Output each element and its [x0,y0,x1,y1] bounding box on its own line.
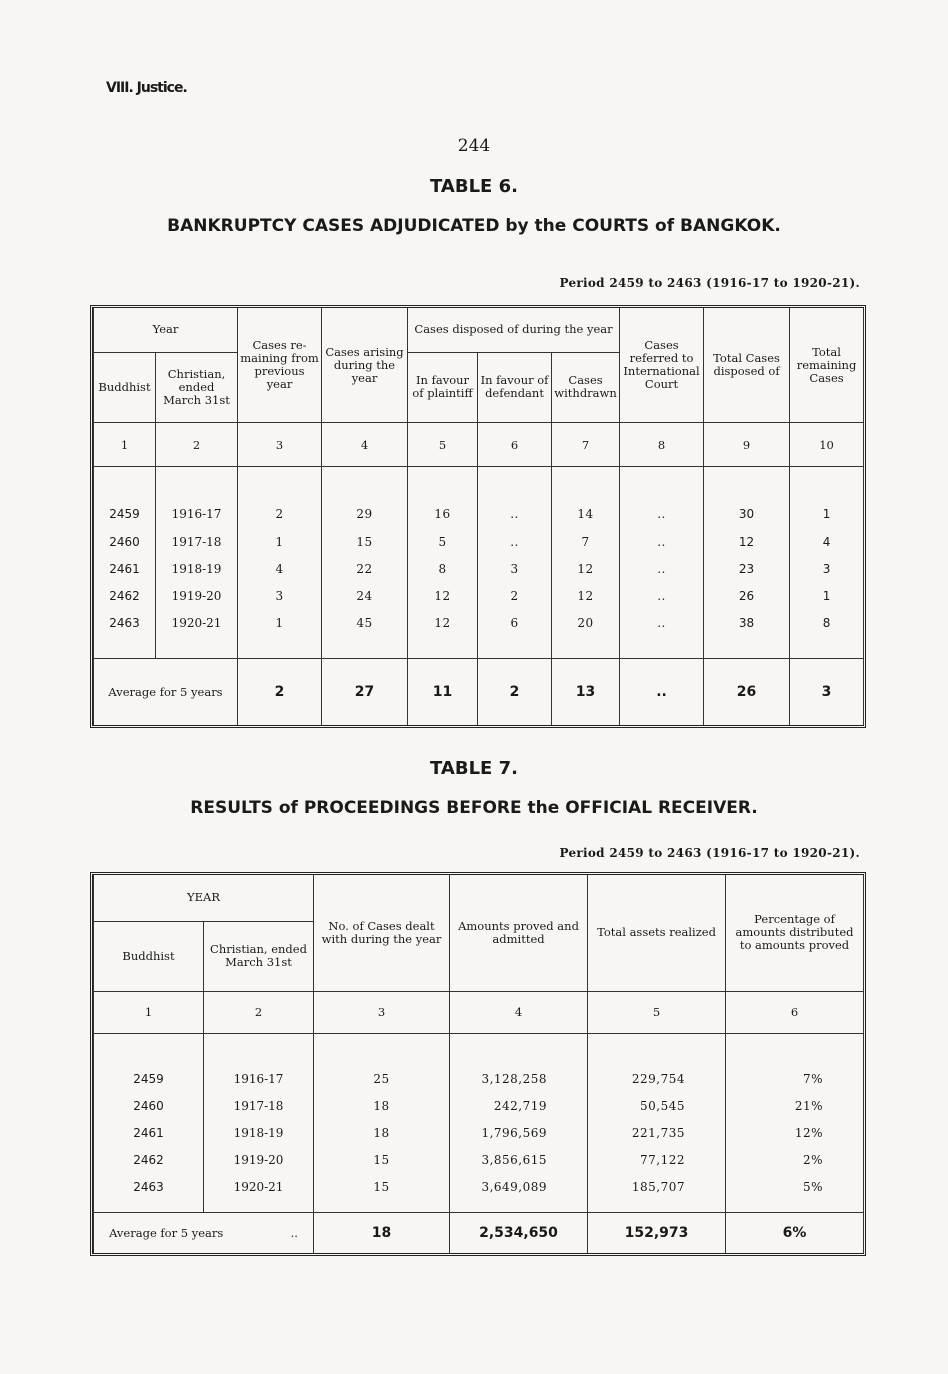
table-row [94,555,864,582]
t6-remaining: 4 [238,555,322,582]
t6-header-withdrawn: Cases withdrawn [552,352,620,422]
t7-proved: 3,128,258 [450,1065,588,1092]
t6-header-remaining-prev: Cases re-maining from previous year [238,308,322,423]
table7 [90,872,866,1256]
t7-percentage: 21% [726,1093,864,1120]
t6-avg-total-disposed: 26 [704,659,790,725]
table-row [94,1065,864,1092]
t7-realized: 185,707 [588,1174,726,1201]
t6-header-defendant: In favour of defendant [478,352,552,422]
t6-header-year: Year [94,308,238,352]
t7-buddhist: 2459 [94,1065,204,1092]
t6-header-christian: Christian, ended March 31st [156,352,238,422]
t7-header-buddhist: Buddhist [94,921,204,991]
t7-header-percentage: Percentage of amounts distributed to amounts proved [726,875,864,991]
t6-withdrawn: 12 [552,555,620,582]
t6-colnum: 10 [790,423,864,467]
t6-remaining: 3 [238,582,322,609]
t7-header-assets-realized: Total assets realized [588,875,726,991]
t6-withdrawn: 12 [552,582,620,609]
table-row [94,609,864,636]
t6-colnum: 1 [94,423,156,467]
table-row [94,528,864,555]
t6-plaintiff: 12 [408,609,478,636]
t6-colnum: 7 [552,423,620,467]
t6-referred: .. [620,555,704,582]
t6-total-disposed: 26 [704,582,790,609]
t6-colnum: 8 [620,423,704,467]
t7-christian: 1917-18 [204,1093,314,1120]
table-row [94,582,864,609]
t6-referred: .. [620,501,704,528]
t7-cases: 18 [314,1120,450,1147]
t6-remaining: 2 [238,501,322,528]
t6-total-disposed: 38 [704,609,790,636]
table-row [94,1174,864,1201]
t6-arising: 22 [322,555,408,582]
t6-header-total-disposed: Total Cases disposed of [704,308,790,423]
t6-buddhist: 2462 [94,582,156,609]
t6-total-remaining: 8 [790,609,864,636]
t6-colnum: 4 [322,423,408,467]
t7-colnum: 6 [726,991,864,1033]
t7-colnum: 3 [314,991,450,1033]
t6-total-disposed: 23 [704,555,790,582]
t6-buddhist: 2460 [94,528,156,555]
t6-referred: .. [620,609,704,636]
t6-colnum: 3 [238,423,322,467]
t7-colnum: 2 [204,991,314,1033]
t7-percentage: 2% [726,1147,864,1174]
t7-cases: 15 [314,1174,450,1201]
t6-header-plaintiff: In favour of plaintiff [408,352,478,422]
t7-proved: 3,856,615 [450,1147,588,1174]
table6-period: Period 2459 to 2463 (1916-17 to 1920-21). [559,276,860,290]
t6-christian: 1918-19 [156,555,238,582]
t7-avg-realized: 152,973 [588,1213,726,1253]
t6-christian: 1920-21 [156,609,238,636]
table7-subtitle: RESULTS of PROCEEDINGS BEFORE the OFFICIAL RECEIVER. [190,798,758,818]
table-row [94,1147,864,1174]
t6-plaintiff: 12 [408,582,478,609]
t6-remaining: 1 [238,528,322,555]
t7-avg-proved: 2,534,650 [450,1213,588,1253]
t6-buddhist: 2461 [94,555,156,582]
t6-total-remaining: 1 [790,501,864,528]
t7-average-cell [94,1213,314,1253]
t6-total-disposed: 12 [704,528,790,555]
t6-header-total-remaining: Total remaining Cases [790,308,864,423]
t6-plaintiff: 8 [408,555,478,582]
t7-buddhist: 2463 [94,1174,204,1201]
t6-total-disposed: 30 [704,501,790,528]
average-row [94,1213,864,1253]
t7-avg-percentage: 6% [726,1213,864,1253]
t7-proved: 242,719 [450,1093,588,1120]
t6-colnum: 5 [408,423,478,467]
t6-avg-arising: 27 [322,659,408,725]
t7-avg-cases: 18 [314,1213,450,1253]
t6-colnum: 2 [156,423,238,467]
t6-buddhist: 2463 [94,609,156,636]
t6-defendant: .. [478,501,552,528]
t7-buddhist: 2460 [94,1093,204,1120]
t6-total-remaining: 4 [790,528,864,555]
t6-arising: 29 [322,501,408,528]
t6-avg-withdrawn: 13 [552,659,620,725]
t6-avg-remaining: 2 [238,659,322,725]
table7-period: Period 2459 to 2463 (1916-17 to 1920-21). [559,846,860,860]
t7-colnum: 4 [450,991,588,1033]
t7-realized: 50,545 [588,1093,726,1120]
t6-defendant: 3 [478,555,552,582]
t7-realized: 221,735 [588,1120,726,1147]
table6 [90,305,866,728]
t7-cases: 15 [314,1147,450,1174]
t6-header-buddhist: Buddhist [94,352,156,422]
t6-plaintiff: 16 [408,501,478,528]
t6-arising: 15 [322,528,408,555]
t7-header-amounts-proved: Amounts proved and admitted [450,875,588,991]
t6-colnum: 6 [478,423,552,467]
t6-header-arising: Cases arising during the year [322,308,408,423]
average-row [94,659,864,725]
t6-defendant: 6 [478,609,552,636]
t6-avg-defendant: 2 [478,659,552,725]
t6-referred: .. [620,528,704,555]
t6-colnum: 9 [704,423,790,467]
t6-christian: 1916-17 [156,501,238,528]
t7-proved: 3,649,089 [450,1174,588,1201]
t7-average-label: Average for 5 years [109,1226,224,1241]
t6-buddhist: 2459 [94,501,156,528]
t7-buddhist: 2462 [94,1147,204,1174]
t7-average-dots: .. [290,1226,298,1241]
page-number: 244 [457,136,491,156]
t6-header-disposed-group: Cases disposed of during the year [408,308,620,352]
table6-title: TABLE 6. [430,176,518,197]
t7-percentage: 12% [726,1120,864,1147]
table6-subtitle: BANKRUPTCY CASES ADJUDICATED by the COURTS of BANGKOK. [167,216,781,236]
t6-avg-plaintiff: 11 [408,659,478,725]
t6-withdrawn: 7 [552,528,620,555]
t6-withdrawn: 20 [552,609,620,636]
t7-percentage: 5% [726,1174,864,1201]
t7-header-cases-dealt: No. of Cases dealt with during the year [314,875,450,991]
t7-christian: 1918-19 [204,1120,314,1147]
t7-percentage: 7% [726,1065,864,1092]
table-row [94,1093,864,1120]
t6-total-remaining: 1 [790,582,864,609]
t7-proved: 1,796,569 [450,1120,588,1147]
t6-plaintiff: 5 [408,528,478,555]
t6-arising: 24 [322,582,408,609]
t7-buddhist: 2461 [94,1120,204,1147]
t7-christian: 1916-17 [204,1065,314,1092]
t6-withdrawn: 14 [552,501,620,528]
t7-cases: 25 [314,1065,450,1092]
t6-avg-total-remaining: 3 [790,659,864,725]
t6-average-label: Average for 5 years [94,659,238,725]
t7-header-christian: Christian, ended March 31st [204,921,314,991]
t6-remaining: 1 [238,609,322,636]
table-row [94,1120,864,1147]
t6-christian: 1917-18 [156,528,238,555]
t7-colnum: 1 [94,991,204,1033]
t6-defendant: 2 [478,582,552,609]
t7-realized: 229,754 [588,1065,726,1092]
t7-cases: 18 [314,1093,450,1120]
t6-avg-referred: .. [620,659,704,725]
t6-christian: 1919-20 [156,582,238,609]
t6-arising: 45 [322,609,408,636]
section-header: VIII. Justice. [106,80,187,96]
t6-referred: .. [620,582,704,609]
t7-christian: 1919-20 [204,1147,314,1174]
t7-colnum: 5 [588,991,726,1033]
table-row [94,501,864,528]
t6-total-remaining: 3 [790,555,864,582]
t7-header-year: YEAR [94,875,314,921]
t7-christian: 1920-21 [204,1174,314,1201]
t6-defendant: .. [478,528,552,555]
t6-header-referred: Cases referred to International Court [620,308,704,423]
table7-title: TABLE 7. [430,758,518,779]
t7-realized: 77,122 [588,1147,726,1174]
